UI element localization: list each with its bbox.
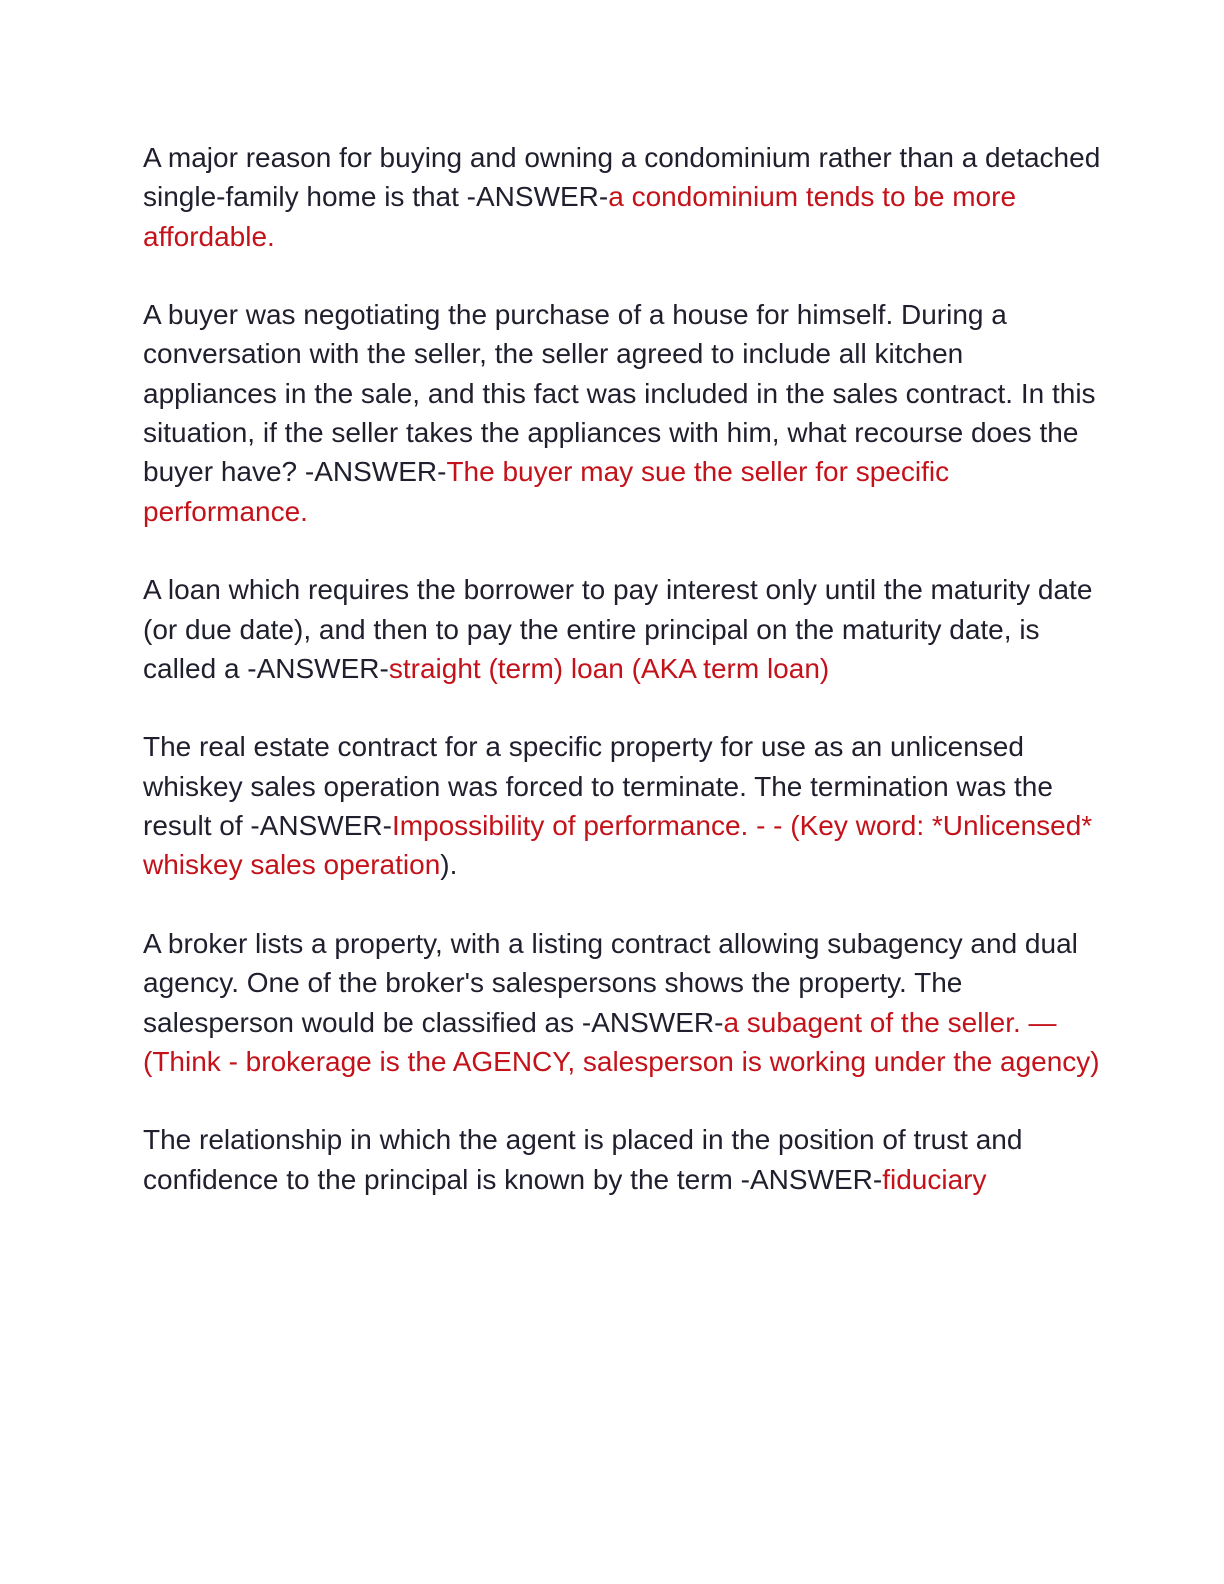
answer-text: a subagent of the seller. — (Think - brokerage is the AGENCY, salesperson is working under the agency) <box>143 1006 1100 1077</box>
document-page <box>143 138 1103 1238</box>
qa-item-fiduciary <box>143 1120 1103 1199</box>
question-text: The real estate contract for a specific property for use as an unlicensed whiskey sales operation was forced to terminate. The termination was the result of -ANSWER- <box>143 731 1053 842</box>
qa-item-subagent <box>143 924 1103 1081</box>
answer-text: The buyer may sue the seller for specific performance. <box>143 456 950 527</box>
qa-item-specific-performance <box>143 295 1103 531</box>
qa-item-condominium <box>143 138 1103 256</box>
question-text: A major reason for buying and owning a condominium rather than a detached single-family home is that -ANSWER- <box>143 142 1101 213</box>
qa-item-impossibility <box>143 727 1103 884</box>
question-text: A loan which requires the borrower to pay interest only until the maturity date (or due date), and then to pay the entire principal on the maturity date, is called a -ANSWER- <box>143 574 1093 684</box>
qa-item-straight-loan <box>143 570 1103 688</box>
answer-text: fiduciary <box>882 1163 987 1195</box>
answer-text: a condominium tends to be more affordable. <box>143 181 1017 252</box>
question-text: A buyer was negotiating the purchase of a house for himself. During a conversation with the seller, the seller agreed to include all kitchen appliances in the sale, and this fact was included in the sales contract. In this situation, if the seller takes the appliances with him, what recourse does the buyer have? -ANSWER- <box>143 299 1096 488</box>
answer-text: straight (term) loan (AKA term loan) <box>388 652 830 684</box>
question-text: The relationship in which the agent is placed in the position of trust and confidence to the principal is known by the term -ANSWER- <box>143 1124 1023 1195</box>
answer-text: Impossibility of performance. - - (Key word: *Unlicensed* whiskey sales operation <box>143 810 1093 881</box>
answer-tail: ). <box>440 849 458 881</box>
question-text: A broker lists a property, with a listing contract allowing subagency and dual agency. One of the broker's salespersons shows the property. The salesperson would be classified as -ANSWER- <box>143 927 1078 1038</box>
